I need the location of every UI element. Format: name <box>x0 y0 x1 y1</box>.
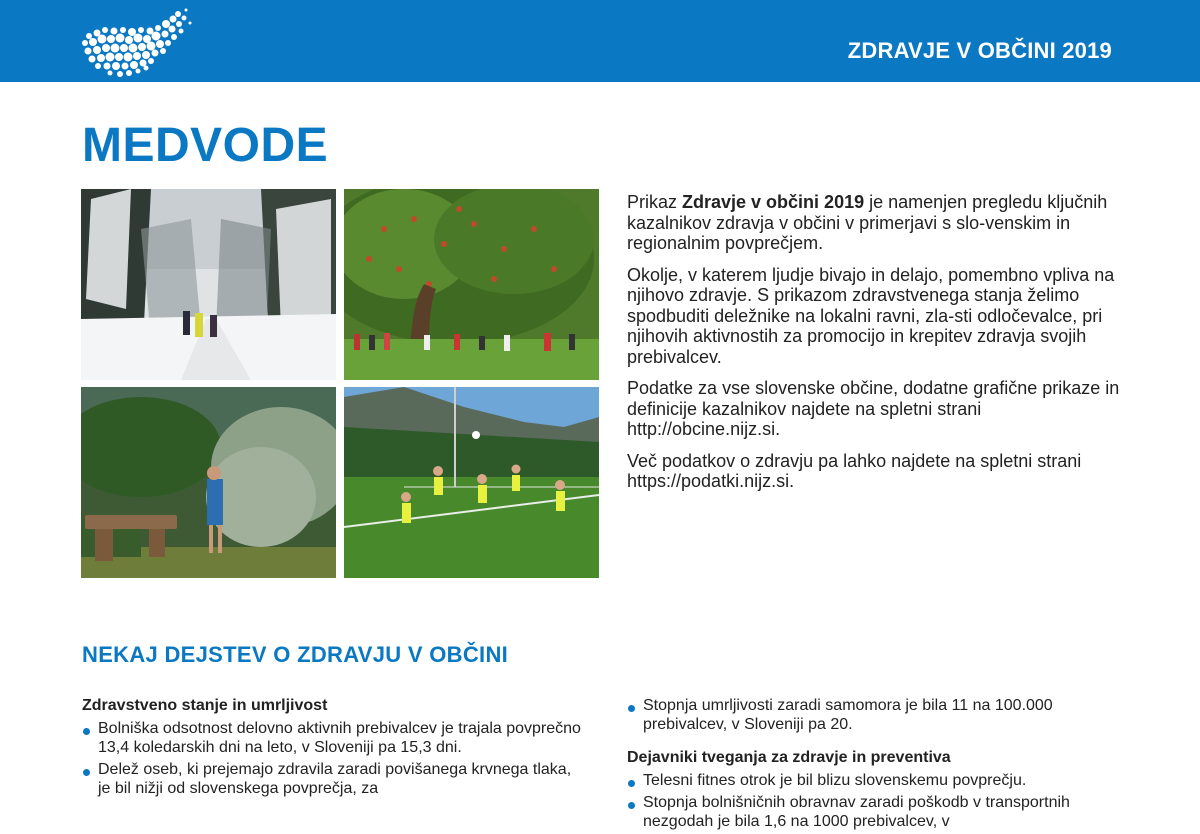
facts-subhead-risk: Dejavniki tveganja za zdravje in preventiva <box>627 749 951 766</box>
header-bar <box>0 0 1200 82</box>
list-item: Telesni fitnes otrok je bil blizu slovenskemu povprečju. <box>627 771 1127 790</box>
page-title: MEDVODE <box>82 119 329 172</box>
header-title: ZDRAVJE V OBČINI 2019 <box>847 38 1112 63</box>
list-item: Stopnja umrljivosti zaradi samomora je bila 11 na 100.000 prebivalcev, v Sloveniji pa 20. <box>627 696 1127 734</box>
intro-paragraph-3: Podatke za vse slovenske občine, dodatne grafične prikaze in definicije kazalnikov najdete na spletni strani http://obcine.nijz.si. <box>627 378 1120 439</box>
snowy-forest-hikers-photo <box>81 189 336 380</box>
facts-left-column <box>82 696 582 801</box>
facts-subhead-health: Zdravstveno stanje in umrljivost <box>82 697 328 714</box>
facts-list-health <box>82 719 582 798</box>
intro-text <box>627 192 1127 503</box>
list-item: Bolniška odsotnost delovno aktivnih prebivalcev je trajala povprečno 13,4 koledarskih dni na leto, v Sloveniji pa 15,3 dni. <box>82 719 582 757</box>
facts-right-column <box>627 696 1127 834</box>
intro-paragraph-1: Prikaz Zdravje v občini 2019 je namenjen pregledu ključnih kazalnikov zdravja v občini v primerjavi s slo-venskim in regionalnim povprečjem. <box>627 192 1108 253</box>
facts-list-mortality <box>627 696 1127 734</box>
children-sports-field-photo <box>344 387 599 578</box>
woman-bench-tree-photo <box>81 387 336 578</box>
intro-paragraph-2: Okolje, v katerem ljudje bivajo in delajo, pomembno vpliva na njihovo zdravje. S prikazom zdravstvenega stanja želimo spodbuditi deležnike na lokalni ravni, zla-sti odločevalce, pri njihovih aktivnostih za promocijo in krepitev zdravja svojih prebivalcev. <box>627 264 1115 367</box>
intro-paragraph-4: Več podatkov o zdravju pa lahko najdete na spletni strani https://podatki.nijz.si. <box>627 450 1082 491</box>
apple-tree-hikers-photo <box>344 189 599 380</box>
list-item: Stopnja bolnišničnih obravnav zaradi poškodb v transportnih nezgodah je bila 1,6 na 1000 prebivalcev, v <box>627 793 1127 831</box>
slovenia-map-logo-icon <box>80 5 196 81</box>
list-item: Delež oseb, ki prejemajo zdravila zaradi povišanega krvnega tlaka, je bil nižji od slovenskega povprečja, za <box>82 760 582 798</box>
facts-list-risk <box>627 771 1127 831</box>
facts-section-title: NEKAJ DEJSTEV O ZDRAVJU V OBČINI <box>82 642 509 667</box>
